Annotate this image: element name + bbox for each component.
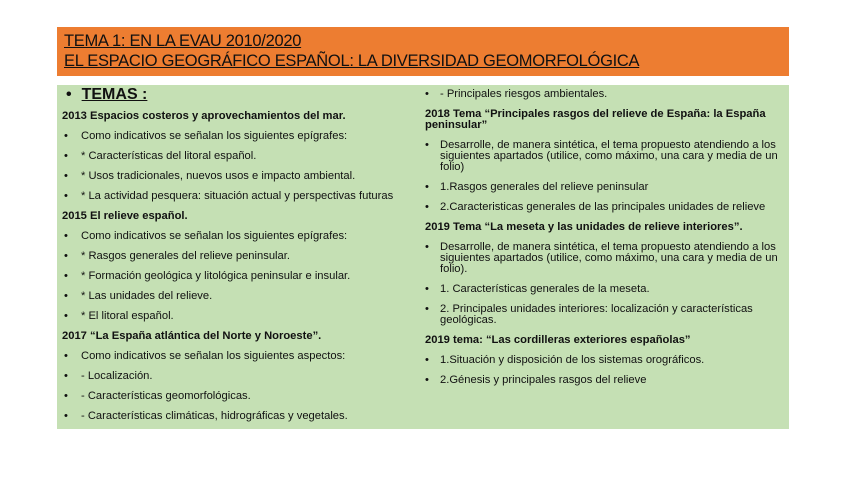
section-heading <box>62 206 422 226</box>
list-item <box>62 406 422 426</box>
item-text: Como indicativos se señalan los siguientes aspectos: <box>81 350 346 362</box>
list-item <box>62 346 422 366</box>
list-item <box>425 242 780 275</box>
item-text: * Rasgos generales del relieve peninsular. <box>81 250 290 262</box>
list-item <box>62 366 422 386</box>
item-text: 1.Situación y disposición de los sistemas orográficos. <box>440 354 705 366</box>
item-text: - Principales riesgos ambientales. <box>440 88 608 100</box>
item-text: - Localización. <box>81 370 153 382</box>
item-text: - Características geomorfológicas. <box>81 390 251 402</box>
list-item <box>425 140 780 173</box>
bullet: • <box>64 310 68 322</box>
bullet: • <box>425 354 429 366</box>
list-item <box>62 246 422 266</box>
item-text: 1. Características generales de la meseta. <box>440 283 650 295</box>
heading-text: 2019 Tema “La meseta y las unidades de relieve interiores”. <box>425 221 743 233</box>
item-text: 2. Principales unidades interiores: localización y características geológicas. <box>440 303 753 326</box>
section-heading <box>62 326 422 346</box>
bullet: • <box>64 250 68 262</box>
item-text: * La actividad pesquera: situación actual y perspectivas futuras <box>81 190 394 202</box>
bullet: • <box>64 290 68 302</box>
section-heading <box>425 109 780 131</box>
bullet: • <box>425 283 429 295</box>
bullet: • <box>425 303 429 315</box>
item-text: * Formación geológica y litológica peninsular e insular. <box>81 270 351 282</box>
left-column <box>62 106 422 426</box>
heading-text: 2018 Tema “Principales rasgos del relieve de España: la España peninsular” <box>425 108 766 131</box>
list-item <box>425 284 780 295</box>
title-banner <box>57 27 789 76</box>
bullet: • <box>425 201 429 213</box>
title-line-1: TEMA 1: EN LA EVAU 2010/2020 <box>64 32 302 50</box>
item-text: * Usos tradicionales, nuevos usos e impacto ambiental. <box>81 170 356 182</box>
item-text: 1.Rasgos generales del relieve peninsular <box>440 181 649 193</box>
bullet: • <box>66 86 72 103</box>
list-item <box>425 89 780 100</box>
title-line-2: EL ESPACIO GEOGRÁFICO ESPAÑOL: LA DIVERSIDAD GEOMORFOLÓGICA <box>64 52 640 70</box>
section-heading <box>425 335 780 346</box>
list-item <box>62 186 422 206</box>
item-text: * El litoral español. <box>81 310 174 322</box>
bullet: • <box>425 88 429 100</box>
temas-label: TEMAS : <box>81 86 148 103</box>
item-text: 2.Génesis y principales rasgos del relieve <box>440 374 647 386</box>
list-item <box>62 286 422 306</box>
section-heading <box>425 222 780 233</box>
list-item <box>62 166 422 186</box>
bullet: • <box>425 374 429 386</box>
item-text: Como indicativos se señalan los siguientes epígrafes: <box>81 130 348 142</box>
bullet: • <box>64 150 68 162</box>
bullet: • <box>64 390 68 402</box>
item-text: * Las unidades del relieve. <box>81 290 213 302</box>
bullet: • <box>64 230 68 242</box>
right-column <box>425 89 780 386</box>
item-text: Desarrolle, de manera sintética, el tema propuesto atendiendo a los siguientes apartados (utilice, como máximo, una cara y media de un folio) <box>440 139 778 173</box>
temas-heading <box>66 84 147 106</box>
heading-text: 2019 tema: “Las cordilleras exteriores españolas” <box>425 334 691 346</box>
bullet: • <box>64 410 68 422</box>
heading-text: 2017 “La España atlántica del Norte y Noroeste”. <box>62 330 322 342</box>
item-text: Desarrolle, de manera sintética, el tema propuesto atendiendo a los siguientes apartados (utilice, como máximo, una cara y media de un folio). <box>440 241 778 275</box>
item-text: * Características del litoral español. <box>81 150 257 162</box>
list-item <box>62 306 422 326</box>
list-item <box>62 386 422 406</box>
bullet: • <box>64 130 68 142</box>
bullet: • <box>64 170 68 182</box>
bullet: • <box>425 181 429 193</box>
bullet: • <box>64 190 68 202</box>
section-heading <box>62 106 422 126</box>
list-item <box>425 375 780 386</box>
list-item <box>425 304 780 326</box>
heading-text: 2013 Espacios costeros y aprovechamientos del mar. <box>62 110 346 122</box>
list-item <box>62 146 422 166</box>
bullet: • <box>64 270 68 282</box>
list-item <box>425 355 780 366</box>
bullet: • <box>64 350 68 362</box>
item-text: Como indicativos se señalan los siguientes epígrafes: <box>81 230 348 242</box>
list-item <box>62 126 422 146</box>
list-item <box>425 202 780 213</box>
list-item <box>425 182 780 193</box>
bullet: • <box>64 370 68 382</box>
list-item <box>62 226 422 246</box>
heading-text: 2015 El relieve español. <box>62 210 188 222</box>
list-item <box>62 266 422 286</box>
bullet: • <box>425 241 429 253</box>
bullet: • <box>425 139 429 151</box>
item-text: - Características climáticas, hidrográficas y vegetales. <box>81 410 348 422</box>
item-text: 2.Caracteristicas generales de las principales unidades de relieve <box>440 201 766 213</box>
